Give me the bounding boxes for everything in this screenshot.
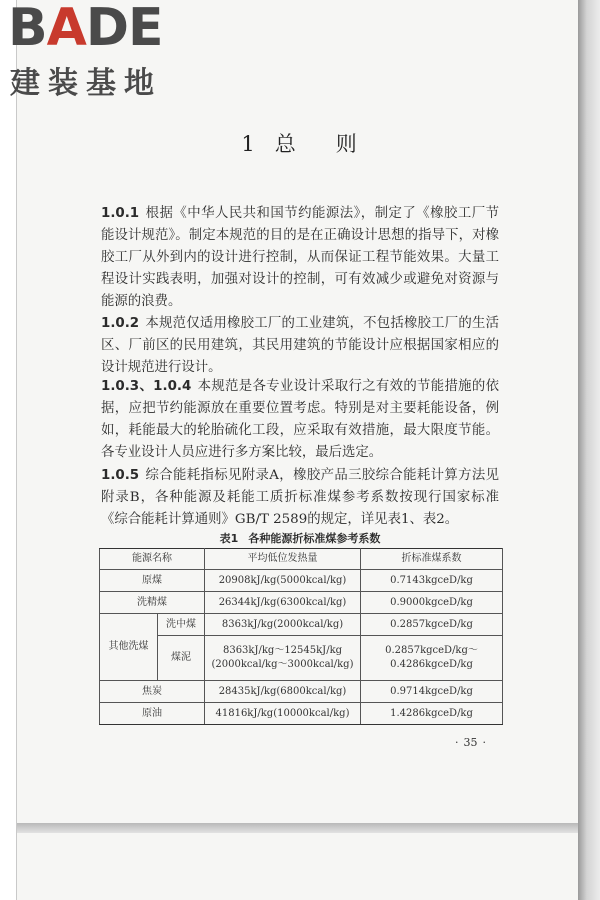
clause-number: 1.0.1 [101, 206, 140, 221]
logo-wordmark: BADE [8, 0, 163, 58]
table-header-row [100, 549, 503, 570]
table-row [100, 592, 503, 614]
clause-text: 本规范仅适用橡胶工厂的工业建筑，不包括橡胶工厂的生活区、厂前区的民用建筑，其民用建筑的节能设计应根据国家相应的设计规范进行设计。 [101, 316, 499, 375]
table-row [100, 636, 503, 681]
cell-name: 原油 [100, 703, 205, 725]
cell-factor-line-2: 0.4286kgceD/kg [390, 659, 473, 670]
cell-factor: 0.2857kgceD/kg [361, 614, 503, 636]
clause-text: 本规范是各专业设计采取行之有效的节能措施的依据，应把节约能源放在重要位置考虑。特别是对主要耗能设备，例如，耗能最大的轮胎硫化工段，应采取有效措施，最大限度节能。各专业设计人员应进行多方案比较，最后选定。 [101, 379, 499, 460]
cell-heat: 8363kJ/kg(2000kcal/kg) [205, 614, 361, 636]
page-number-mark-right: · [482, 736, 486, 749]
cell-group-other-coal: 其他洗煤 [100, 614, 158, 681]
cell-heat-line-2: (2000kcal/kg～3000kcal/kg) [211, 659, 354, 670]
clause-number: 1.0.5 [101, 468, 140, 483]
clause-1-0-1 [101, 203, 499, 313]
clause-number: 1.0.3、1.0.4 [101, 379, 192, 394]
clause-1-0-3-1-0-4 [101, 376, 499, 464]
header-energy-name: 能源名称 [100, 549, 205, 570]
cell-heat [205, 636, 361, 681]
cell-factor-line-1: 0.2857kgceD/kg～ [385, 645, 478, 656]
chapter-title-char-1: 总 [274, 132, 298, 156]
cell-factor: 0.9714kgceD/kg [361, 681, 503, 703]
chapter-heading [0, 128, 600, 158]
cell-heat-line-1: 8363kJ/kg～12545kJ/kg [222, 645, 343, 656]
page-number [450, 736, 491, 749]
page-number-value: 35 [463, 736, 478, 749]
table-number: 表1 [219, 532, 239, 545]
cell-heat: 28435kJ/kg(6800kcal/kg) [205, 681, 361, 703]
table-row [100, 681, 503, 703]
energy-conversion-table [99, 548, 503, 725]
bade-logo [8, 0, 178, 101]
cell-heat: 41816kJ/kg(10000kcal/kg) [205, 703, 361, 725]
cell-factor: 1.4286kgceD/kg [361, 703, 503, 725]
page-number-mark-left: · [455, 736, 459, 749]
table-caption [0, 530, 600, 546]
clause-text: 根据《中华人民共和国节约能源法》，制定了《橡胶工厂节能设计规范》。制定本规范的目的是在正确设计思想的指导下，对橡胶工厂从外到内的设计进行控制，从而保证工程节能效果。大量工程设计实践表明，加强对设计的控制，可有效减少或避免对资源与能源的浪费。 [101, 206, 499, 309]
clause-1-0-5 [101, 465, 499, 531]
table-row [100, 614, 503, 636]
chapter-title-char-2: 则 [335, 132, 359, 156]
cell-name: 洗中煤 [158, 614, 205, 636]
cell-factor: 0.7143kgceD/kg [361, 570, 503, 592]
page-gap [17, 823, 578, 833]
cell-name: 煤泥 [158, 636, 205, 681]
clause-1-0-2 [101, 313, 499, 379]
table-title: 各种能源折标准煤参考系数 [248, 532, 381, 545]
cell-heat: 20908kJ/kg(5000kcal/kg) [205, 570, 361, 592]
table-row [100, 703, 503, 725]
header-factor: 折标准煤系数 [361, 549, 503, 570]
cell-factor [361, 636, 503, 681]
clause-text: 综合能耗指标见附录A，橡胶产品三胶综合能耗计算方法见附录B，各种能源及耗能工质折标准煤参考系数按现行国家标准《综合能耗计算通则》GB/T 2589的规定，详见表1、表2。 [101, 468, 499, 527]
cell-heat: 26344kJ/kg(6300kcal/kg) [205, 592, 361, 614]
clause-number: 1.0.2 [101, 316, 140, 331]
cell-factor: 0.9000kgceD/kg [361, 592, 503, 614]
header-heat-value: 平均低位发热量 [205, 549, 361, 570]
cell-name: 原煤 [100, 570, 205, 592]
table-row [100, 570, 503, 592]
logo-subtitle: 建装基地 [10, 66, 162, 101]
cell-name: 焦炭 [100, 681, 205, 703]
cell-name: 洗精煤 [100, 592, 205, 614]
chapter-number: 1 [241, 132, 257, 156]
